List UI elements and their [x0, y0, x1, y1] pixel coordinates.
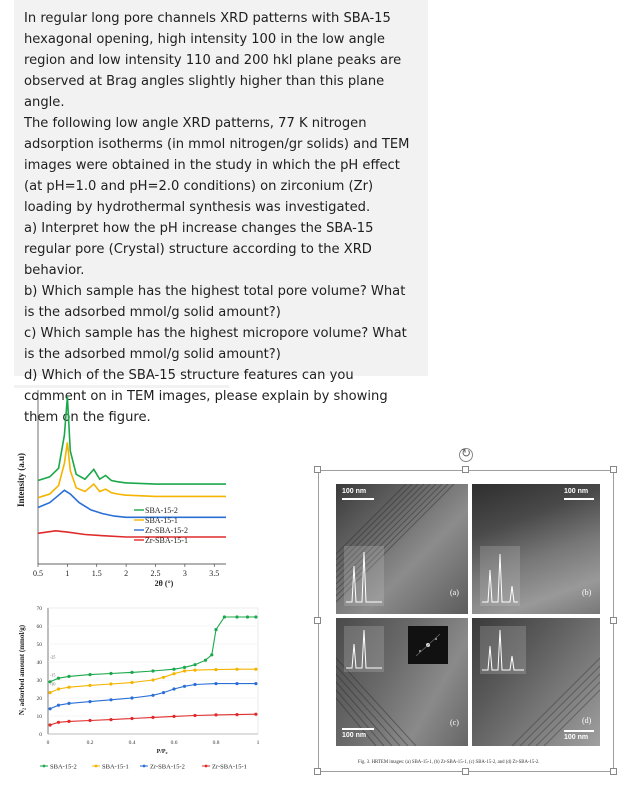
- isotherm-point: [162, 676, 165, 679]
- isotherm-point: [49, 723, 52, 726]
- question-part-b: b) Which sample has the highest total pore volume? What is the adsorbed mmol/g solid amount?): [24, 284, 406, 320]
- resize-handle-w[interactable]: [314, 617, 321, 624]
- xrd-legend-label: Zr-SBA-15-1: [145, 536, 188, 545]
- isotherm-point: [88, 700, 91, 703]
- resize-handle-sw[interactable]: [314, 768, 321, 775]
- isotherm-point: [57, 677, 60, 680]
- isotherm-series: [49, 615, 258, 726]
- isotherm-point: [235, 682, 238, 685]
- tem-panel-a: [336, 484, 468, 614]
- tem-scale-label-a: 100 nm: [342, 488, 367, 495]
- isotherm-point: [67, 675, 70, 678]
- tem-panel-b: [472, 484, 600, 614]
- xrd-y-label: Intensity (a.u): [16, 452, 26, 508]
- isotherm-x-label: P/P₀: [156, 749, 168, 755]
- question-part-a: a) Interpret how the pH increase changes the SBA-15 regular pore (Crystal) structure according to the XRD behavior.: [24, 221, 374, 278]
- tem-scalebar-a: [342, 498, 374, 500]
- xrd-x-label: 2θ (°): [154, 579, 174, 588]
- isotherm-annotation: -10: [50, 681, 56, 687]
- tem-scale-label-d: 100 nm: [564, 734, 589, 741]
- resize-handle-e[interactable]: [610, 617, 617, 624]
- isotherm-point: [57, 704, 60, 707]
- isotherm-x-tick-label: 1: [256, 740, 260, 746]
- isotherm-point: [67, 686, 70, 689]
- xrd-series-line-4: [38, 531, 226, 537]
- xrd-chart-svg: [14, 388, 229, 601]
- isotherm-y-tick-label: 50: [36, 642, 42, 648]
- isotherm-point: [88, 684, 91, 687]
- rotate-handle-icon[interactable]: [459, 448, 473, 462]
- xrd-series: [38, 397, 226, 537]
- isotherm-point: [210, 653, 213, 656]
- isotherm-point: [214, 628, 217, 631]
- tem-scalebar-d: [564, 730, 594, 732]
- isotherm-x-tick-label: 0.2: [86, 740, 94, 746]
- isotherm-point: [214, 713, 217, 716]
- tem-panel-label-c: (c): [450, 718, 459, 727]
- isotherm-annotation: -15: [50, 672, 56, 678]
- isotherm-point: [254, 713, 257, 716]
- isotherm-y-tick-label: 10: [36, 714, 42, 720]
- isotherm-point: [57, 687, 60, 690]
- question-text-box: [14, 0, 428, 425]
- xrd-chart[interactable]: [14, 388, 229, 601]
- isotherm-point: [151, 694, 154, 697]
- xrd-x-tick-label: 3: [182, 569, 187, 578]
- isotherm-point: [204, 659, 207, 662]
- tem-scalebar-c: [342, 728, 374, 730]
- eds-spectrum-c: [344, 626, 384, 672]
- eds-spectrum-a: [344, 546, 384, 606]
- question-part-d: d) Which of the SBA-15 structure features can you comment on in TEM images, please explain by showing them on the figure.: [24, 368, 388, 425]
- isotherm-point: [151, 669, 154, 672]
- resize-handle-se[interactable]: [610, 768, 617, 775]
- isotherm-y-tick-label: 60: [36, 624, 42, 630]
- isotherm-x-tick-label: 0.6: [170, 740, 178, 746]
- isotherm-point: [57, 721, 60, 724]
- isotherm-y-tick-label: 20: [36, 696, 42, 702]
- xrd-legend: [134, 506, 188, 545]
- isotherm-point: [183, 685, 186, 688]
- tem-caption: Fig. 3. HRTEM images: (a) SBA-15-1, (b) Zr-SBA-15-1, (c) SBA-15-2, and (d) Zr-SBA-15-2.: [358, 760, 540, 765]
- resize-handle-ne[interactable]: [610, 466, 617, 473]
- isotherm-point: [67, 702, 70, 705]
- isotherm-annotations: [50, 654, 55, 686]
- xrd-x-tick-label: 2: [124, 569, 129, 578]
- isotherm-point: [88, 673, 91, 676]
- tem-panel-label-b: (b): [582, 588, 592, 597]
- isotherm-point: [254, 682, 257, 685]
- isotherm-point: [235, 713, 238, 716]
- isotherm-legend: [40, 764, 247, 771]
- isotherm-annotation: -25: [50, 654, 56, 660]
- isotherm-x-tick-label: 0: [46, 740, 50, 746]
- xrd-series-line-3: [38, 490, 226, 517]
- isotherm-legend-label: SBA-15-2: [50, 763, 77, 771]
- isotherm-point: [254, 668, 257, 671]
- isotherm-y-tick-label: 70: [36, 606, 42, 612]
- isotherm-legend-label: Zr-SBA-15-2: [150, 763, 185, 771]
- isotherm-point: [172, 687, 175, 690]
- isotherm-point: [172, 668, 175, 671]
- isotherm-legend-marker: [95, 765, 98, 768]
- xrd-x-ticks: [33, 564, 219, 578]
- isotherm-point: [130, 696, 133, 699]
- isotherm-chart-svg: [14, 600, 264, 780]
- xrd-legend-label: SBA-15-1: [145, 516, 178, 525]
- xrd-x-tick-label: 0.5: [33, 569, 43, 578]
- isotherm-point: [109, 682, 112, 685]
- isotherm-x-tick-label: 0.4: [128, 740, 136, 746]
- isotherm-legend-marker: [205, 765, 208, 768]
- resize-handle-nw[interactable]: [314, 466, 321, 473]
- isotherm-point: [235, 615, 238, 618]
- isotherm-point: [151, 678, 154, 681]
- xrd-x-tick-label: 1: [65, 569, 70, 578]
- isotherm-point: [223, 615, 226, 618]
- xrd-legend-label: Zr-SBA-15-2: [145, 526, 188, 535]
- xrd-x-tick-label: 1.5: [91, 569, 102, 578]
- isotherm-legend-label: Zr-SBA-15-1: [212, 763, 247, 771]
- isotherm-point: [109, 718, 112, 721]
- isotherm-legend-marker: [143, 765, 146, 768]
- isotherm-point: [49, 707, 52, 710]
- isotherm-point: [130, 671, 133, 674]
- tem-scale-label-b: 100 nm: [564, 488, 589, 495]
- eds-plot-d: [480, 626, 526, 674]
- isotherm-point: [193, 683, 196, 686]
- fft-pattern: [408, 626, 448, 664]
- question-part-c: c) Which sample has the highest micropore volume? What is the adsorbed mmol/g solid amount?): [24, 326, 407, 362]
- fft-inset: [408, 626, 448, 664]
- isotherm-point: [214, 682, 217, 685]
- eds-spectrum-d: [480, 626, 526, 674]
- tem-panel-label-a: (a): [450, 588, 459, 597]
- isotherm-legend-marker: [43, 765, 46, 768]
- isotherm-point: [193, 663, 196, 666]
- xrd-series-line-1: [38, 397, 226, 484]
- tem-scalebar-b: [564, 498, 594, 500]
- question-paragraph-1: In regular long pore channels XRD patterns with SBA-15 hexagonal opening, high intensity 100 in the low angle region and low intensity 110 and 200 hkl plane peaks are observed at Brag angles slightly higher than this plane angle.: [24, 11, 402, 110]
- isotherm-point: [88, 719, 91, 722]
- isotherm-legend-label: SBA-15-1: [102, 763, 129, 771]
- tem-figure[interactable]: [318, 470, 614, 772]
- xrd-legend-label: SBA-15-2: [145, 506, 178, 515]
- tem-scale-label-c: 100 nm: [342, 732, 367, 739]
- tem-panel-c: [336, 618, 468, 746]
- xrd-x-tick-label: 2.5: [150, 569, 161, 578]
- isotherm-point: [49, 691, 52, 694]
- tem-panel-d: [472, 618, 600, 746]
- isotherm-point: [109, 672, 112, 675]
- isotherm-point: [254, 615, 257, 618]
- isotherm-point: [246, 615, 249, 618]
- isotherm-point: [193, 669, 196, 672]
- isotherm-point: [183, 666, 186, 669]
- resize-handle-n[interactable]: [462, 466, 469, 473]
- eds-plot-c: [344, 626, 384, 672]
- question-paragraph-2: The following low angle XRD patterns, 77 K nitrogen adsorption isotherms (in mmol nitrogen/gr solids) and TEM images were obtained in the study in which the pH effect (at pH=1.0 and pH=2.0 conditions) on zirconium (Zr) loading by hydrothermal synthesis was investigated.: [24, 116, 410, 215]
- eds-plot-b: [480, 546, 520, 606]
- isotherm-x-tick-label: 0.8: [212, 740, 220, 746]
- isotherm-y-tick-label: 0: [39, 732, 42, 738]
- isotherm-point: [193, 714, 196, 717]
- isotherm-point: [130, 681, 133, 684]
- isotherm-point: [67, 720, 70, 723]
- xrd-series-line-2: [38, 442, 226, 497]
- tem-panel-label-d: (d): [582, 716, 592, 725]
- isotherm-point: [183, 669, 186, 672]
- isotherm-point: [235, 668, 238, 671]
- xrd-x-tick-label: 3.5: [209, 569, 220, 578]
- eds-plot-a: [344, 546, 384, 606]
- eds-spectrum-b: [480, 546, 520, 606]
- resize-handle-s[interactable]: [462, 768, 469, 775]
- isotherm-point: [151, 716, 154, 719]
- isotherm-y-tick-label: 40: [36, 660, 42, 666]
- isotherm-point: [162, 691, 165, 694]
- isotherm-y-tick-label: 30: [36, 678, 42, 684]
- isotherm-point: [172, 715, 175, 718]
- isotherm-y-label: N₂ adsorbed amount (mmol/g): [18, 624, 26, 716]
- isotherm-point: [214, 668, 217, 671]
- isotherm-chart[interactable]: [14, 600, 264, 780]
- isotherm-point: [130, 717, 133, 720]
- isotherm-point: [109, 698, 112, 701]
- isotherm-point: [172, 672, 175, 675]
